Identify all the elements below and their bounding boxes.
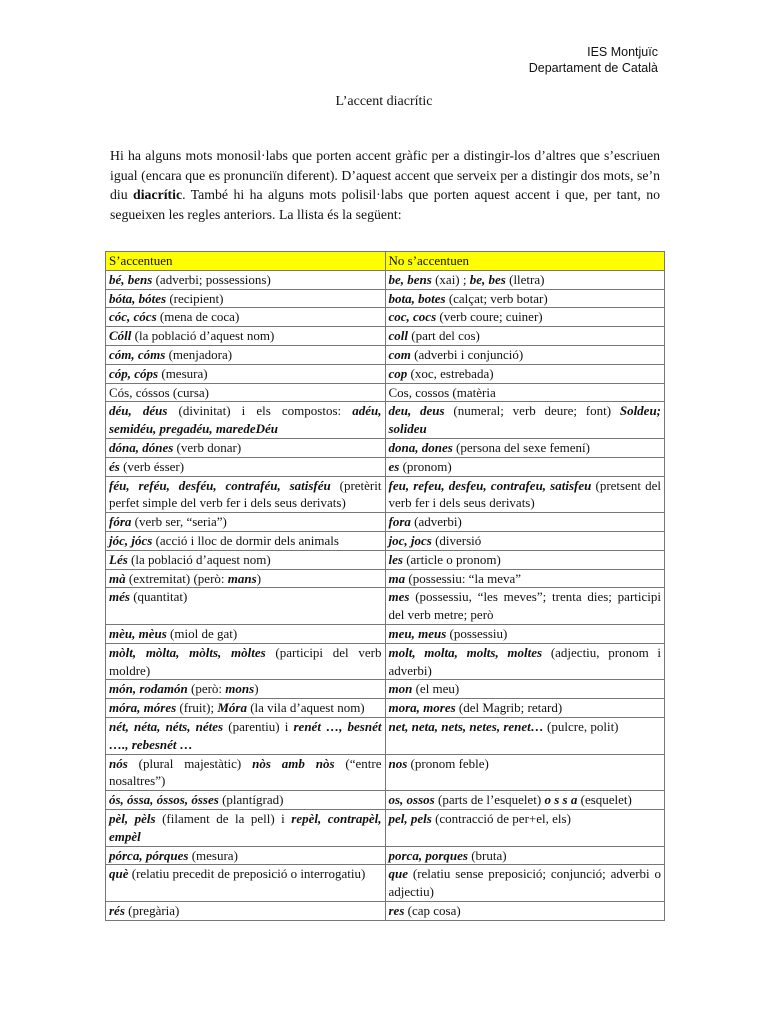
gloss: (mesura) bbox=[188, 847, 238, 863]
word: o s s a bbox=[544, 792, 578, 808]
word: com bbox=[388, 346, 411, 362]
word: fora bbox=[388, 514, 411, 530]
accented-cell bbox=[106, 624, 386, 643]
gloss: (filament de la pell) i bbox=[155, 810, 292, 826]
word: móra, móres bbox=[109, 700, 177, 716]
word: dóna, dónes bbox=[109, 439, 174, 455]
gloss: (adverbi i conjunció) bbox=[410, 346, 524, 362]
word: nét, néta, néts, nétes bbox=[109, 718, 224, 734]
table-row bbox=[106, 327, 665, 346]
table-row bbox=[106, 901, 665, 920]
unaccented-cell bbox=[385, 531, 665, 550]
word: feu, refeu, desfeu, contrafeu, satisfeu bbox=[388, 477, 592, 493]
gloss: (menjadora) bbox=[165, 346, 233, 362]
word: bota, botes bbox=[388, 290, 446, 306]
unaccented-cell bbox=[385, 717, 665, 754]
accented-cell bbox=[106, 383, 386, 402]
unaccented-cell bbox=[385, 699, 665, 718]
word: nós bbox=[109, 755, 128, 771]
gloss: (numeral; verb deure; font) bbox=[444, 403, 620, 419]
gloss: (cap cosa) bbox=[404, 902, 461, 918]
page-title: L’accent diacrític bbox=[335, 94, 433, 109]
word: bóta, bótes bbox=[109, 290, 167, 306]
gloss: ) bbox=[254, 681, 259, 697]
intro-text-1: Hi ha alguns mots monosil·labs que porten accent gràfic per a distingir-los d’altres que s’escriuen igual (encara que es pronunciïn diferent). D’aquest accent que serveix per a distingir dos mots, se’n diu bbox=[110, 148, 660, 202]
gloss: (bruta) bbox=[467, 847, 507, 863]
diacritic-accent-table bbox=[105, 251, 665, 921]
table-row bbox=[106, 513, 665, 532]
unaccented-cell bbox=[385, 345, 665, 364]
gloss: (parts de l’esquelet) bbox=[434, 792, 545, 808]
table-row bbox=[106, 270, 665, 289]
gloss: (participi del verb moldre) bbox=[109, 644, 382, 678]
gloss: (adverbi) bbox=[410, 514, 462, 530]
gloss: ) bbox=[256, 570, 262, 586]
accented-cell bbox=[106, 270, 386, 289]
word: be, bes bbox=[469, 271, 506, 287]
department-name: Departament de Català bbox=[528, 61, 658, 75]
gloss: (la població d’aquest nom) bbox=[127, 551, 271, 567]
unaccented-cell bbox=[385, 457, 665, 476]
word: mes bbox=[388, 589, 410, 605]
table-row bbox=[106, 289, 665, 308]
word: Cóll bbox=[109, 328, 132, 344]
word: meu, meus bbox=[388, 625, 447, 641]
gloss: (possessiu) bbox=[446, 625, 508, 641]
table-header-row bbox=[106, 252, 665, 271]
header-unaccented: No s’accentuen bbox=[385, 252, 665, 271]
gloss: (mena de coca) bbox=[156, 309, 240, 325]
gloss: (esquelet) bbox=[577, 792, 632, 808]
unaccented-cell bbox=[385, 643, 665, 680]
accented-cell bbox=[106, 809, 386, 846]
unaccented-cell bbox=[385, 364, 665, 383]
table-row bbox=[106, 364, 665, 383]
table-row bbox=[106, 846, 665, 865]
unaccented-cell bbox=[385, 289, 665, 308]
accented-cell bbox=[106, 643, 386, 680]
unaccented-cell bbox=[385, 402, 665, 439]
word: pel, pels bbox=[388, 810, 432, 826]
gloss: (pretèrit perfet simple del verb fer i dels seus derivats) bbox=[109, 477, 382, 511]
accented-cell bbox=[106, 680, 386, 699]
accented-cell bbox=[106, 402, 386, 439]
table-row bbox=[106, 550, 665, 569]
unaccented-cell bbox=[385, 270, 665, 289]
gloss: (pulcre, polit) bbox=[543, 718, 619, 734]
word: net, neta, nets, netes, renet… bbox=[388, 718, 544, 734]
table-row bbox=[106, 345, 665, 364]
intro-paragraph bbox=[110, 146, 660, 224]
intro-text-2: . També hi ha alguns mots polisil·labs que porten aquest accent i que, per tant, no segueixen les regles anteriors. La llista és la següent: bbox=[110, 187, 660, 222]
word: porca, porques bbox=[388, 847, 468, 863]
accented-cell bbox=[106, 476, 386, 513]
gloss: (pregària) bbox=[124, 902, 180, 918]
word: mà bbox=[109, 570, 126, 586]
table-row bbox=[106, 569, 665, 588]
table-row bbox=[106, 476, 665, 513]
table-row bbox=[106, 809, 665, 846]
gloss: (el meu) bbox=[412, 681, 460, 697]
word: fóra bbox=[109, 514, 132, 530]
word: mèu, mèus bbox=[109, 625, 167, 641]
accented-cell bbox=[106, 865, 386, 902]
table-row bbox=[106, 383, 665, 402]
unaccented-cell bbox=[385, 438, 665, 457]
word: deu, deus bbox=[388, 403, 445, 419]
table-row bbox=[106, 624, 665, 643]
gloss: (relatiu precedit de preposició o interrogatiu) bbox=[128, 866, 366, 882]
unaccented-cell bbox=[385, 809, 665, 846]
word: cóp, cóps bbox=[109, 365, 159, 381]
word: ma bbox=[388, 570, 406, 586]
accented-cell bbox=[106, 791, 386, 810]
word: mòlt, mòlta, mòlts, mòltes bbox=[109, 644, 266, 660]
gloss: (quantitat) bbox=[129, 589, 188, 605]
word: mon bbox=[388, 681, 413, 697]
unaccented-cell bbox=[385, 550, 665, 569]
accented-cell bbox=[106, 345, 386, 364]
word: les bbox=[388, 551, 403, 567]
table-row bbox=[106, 588, 665, 625]
unaccented-cell bbox=[385, 754, 665, 791]
gloss: (persona del sexe femení) bbox=[452, 439, 590, 455]
gloss: (plantígrad) bbox=[218, 792, 284, 808]
accented-cell bbox=[106, 901, 386, 920]
accented-cell bbox=[106, 717, 386, 754]
gloss: (la població d’aquest nom) bbox=[131, 328, 275, 344]
word: repèl, contrapèl, empèl bbox=[109, 810, 382, 844]
intro-bold-term: diacrític bbox=[133, 187, 183, 202]
unaccented-cell bbox=[385, 901, 665, 920]
gloss: (contracció de per+el, els) bbox=[431, 810, 571, 826]
word: féu, reféu, desféu, contraféu, satisféu bbox=[109, 477, 331, 493]
word: mans bbox=[227, 570, 257, 586]
word: cóc, cócs bbox=[109, 309, 157, 325]
word: que bbox=[388, 866, 408, 882]
word: mons bbox=[225, 681, 255, 697]
gloss: (verb coure; cuiner) bbox=[436, 309, 543, 325]
unaccented-cell bbox=[385, 791, 665, 810]
gloss: (parentiu) i bbox=[223, 718, 294, 734]
unaccented-cell bbox=[385, 383, 665, 402]
unaccented-cell bbox=[385, 846, 665, 865]
gloss: (article o pronom) bbox=[402, 551, 501, 567]
gloss: (diversió bbox=[431, 532, 482, 548]
word: Móra bbox=[217, 700, 247, 716]
table-body bbox=[106, 270, 665, 920]
accented-cell bbox=[106, 364, 386, 383]
word: renét …, besnét …., rebesnét … bbox=[109, 718, 382, 752]
gloss: (pronom feble) bbox=[407, 755, 489, 771]
word: món, rodamón bbox=[109, 681, 188, 697]
gloss: (divinitat) i els compostos: bbox=[167, 403, 353, 419]
word: és bbox=[109, 458, 120, 474]
unaccented-cell bbox=[385, 327, 665, 346]
gloss: (adverbi; possessions) bbox=[152, 271, 271, 287]
gloss: (verb ésser) bbox=[119, 458, 185, 474]
gloss: (però: bbox=[187, 681, 226, 697]
word: cop bbox=[388, 365, 408, 381]
word: adéu, semidéu, pregadéu, maredeDéu bbox=[109, 403, 382, 437]
word: os, ossos bbox=[388, 792, 435, 808]
header-accented: S’accentuen bbox=[106, 252, 386, 271]
word: què bbox=[109, 866, 129, 882]
accented-cell bbox=[106, 699, 386, 718]
gloss: (pronom) bbox=[399, 458, 452, 474]
gloss: (recipient) bbox=[166, 290, 224, 306]
word: cóm, cóms bbox=[109, 346, 166, 362]
word: molt, molta, molts, moltes bbox=[388, 644, 543, 660]
word: jóc, jócs bbox=[109, 532, 153, 548]
table-row bbox=[106, 438, 665, 457]
gloss: (xoc, estrebada) bbox=[407, 365, 494, 381]
word: joc, jocs bbox=[388, 532, 432, 548]
gloss: (relatiu sense preposició; conjunció; adverbi o adjectiu) bbox=[388, 866, 661, 900]
gloss: (xai) ; bbox=[431, 271, 470, 287]
table-row bbox=[106, 531, 665, 550]
gloss: (adjectiu, pronom i adverbi) bbox=[388, 644, 662, 678]
word: déu, déus bbox=[109, 403, 168, 419]
accented-cell bbox=[106, 327, 386, 346]
gloss: (pretsent del verb fer i dels seus derivats) bbox=[388, 477, 661, 511]
gloss: (del Magrib; retard) bbox=[455, 700, 563, 716]
gloss: (verb donar) bbox=[173, 439, 242, 455]
gloss: (lletra) bbox=[505, 271, 545, 287]
gloss: (possessiu: “la meva” bbox=[405, 570, 522, 586]
word: rés bbox=[109, 902, 125, 918]
word: coc, cocs bbox=[388, 309, 437, 325]
word: dona, dones bbox=[388, 439, 453, 455]
unaccented-cell bbox=[385, 680, 665, 699]
table-row bbox=[106, 457, 665, 476]
word: ós, óssa, óssos, ósses bbox=[109, 792, 219, 808]
gloss: (plural majestàtic) bbox=[127, 755, 253, 771]
word: be, bens bbox=[388, 271, 432, 287]
table-row bbox=[106, 754, 665, 791]
gloss: (la vila d’aquest nom) bbox=[246, 700, 365, 716]
unaccented-cell bbox=[385, 476, 665, 513]
table-row bbox=[106, 402, 665, 439]
gloss: (calçat; verb botar) bbox=[445, 290, 548, 306]
unaccented-cell bbox=[385, 865, 665, 902]
accented-cell bbox=[106, 550, 386, 569]
unaccented-cell bbox=[385, 588, 665, 625]
word: coll bbox=[388, 328, 408, 344]
table-row bbox=[106, 791, 665, 810]
gloss: Cos, cossos (matèria bbox=[388, 384, 496, 400]
table-row bbox=[106, 699, 665, 718]
accented-cell bbox=[106, 531, 386, 550]
document-header bbox=[529, 44, 658, 76]
word: Lés bbox=[109, 551, 128, 567]
table-row bbox=[106, 308, 665, 327]
word: mora, mores bbox=[388, 700, 456, 716]
gloss: (fruit); bbox=[176, 700, 218, 716]
word: nòs amb nòs bbox=[252, 755, 335, 771]
word: pórca, pórques bbox=[109, 847, 189, 863]
word: més bbox=[109, 589, 130, 605]
table-row bbox=[106, 865, 665, 902]
gloss: (miol de gat) bbox=[166, 625, 238, 641]
word: nos bbox=[388, 755, 408, 771]
accented-cell bbox=[106, 308, 386, 327]
gloss: (mesura) bbox=[158, 365, 208, 381]
accented-cell bbox=[106, 438, 386, 457]
gloss: (extremitat) (però: bbox=[125, 570, 228, 586]
unaccented-cell bbox=[385, 513, 665, 532]
accented-cell bbox=[106, 569, 386, 588]
gloss: (possessiu, “les meves”; trenta dies; participi del verb metre; però bbox=[388, 589, 661, 623]
gloss: (“entre nosaltres”) bbox=[109, 755, 382, 789]
table-row bbox=[106, 717, 665, 754]
accented-cell bbox=[106, 513, 386, 532]
word: Soldeu; solideu bbox=[388, 403, 662, 437]
word: pèl, pèls bbox=[109, 810, 156, 826]
word: res bbox=[388, 902, 405, 918]
accented-cell bbox=[106, 457, 386, 476]
word: es bbox=[388, 458, 400, 474]
accented-cell bbox=[106, 588, 386, 625]
accented-cell bbox=[106, 846, 386, 865]
unaccented-cell bbox=[385, 624, 665, 643]
table-row bbox=[106, 680, 665, 699]
unaccented-cell bbox=[385, 569, 665, 588]
word: bé, bens bbox=[109, 271, 153, 287]
accented-cell bbox=[106, 289, 386, 308]
unaccented-cell bbox=[385, 308, 665, 327]
gloss: Cós, cóssos (cursa) bbox=[109, 384, 210, 400]
gloss: (verb ser, “seria”) bbox=[131, 514, 227, 530]
gloss: (part del cos) bbox=[408, 328, 480, 344]
school-name: IES Montjuïc bbox=[587, 45, 658, 59]
gloss: (acció i lloc de dormir dels animals bbox=[152, 532, 339, 548]
table-row bbox=[106, 643, 665, 680]
accented-cell bbox=[106, 754, 386, 791]
